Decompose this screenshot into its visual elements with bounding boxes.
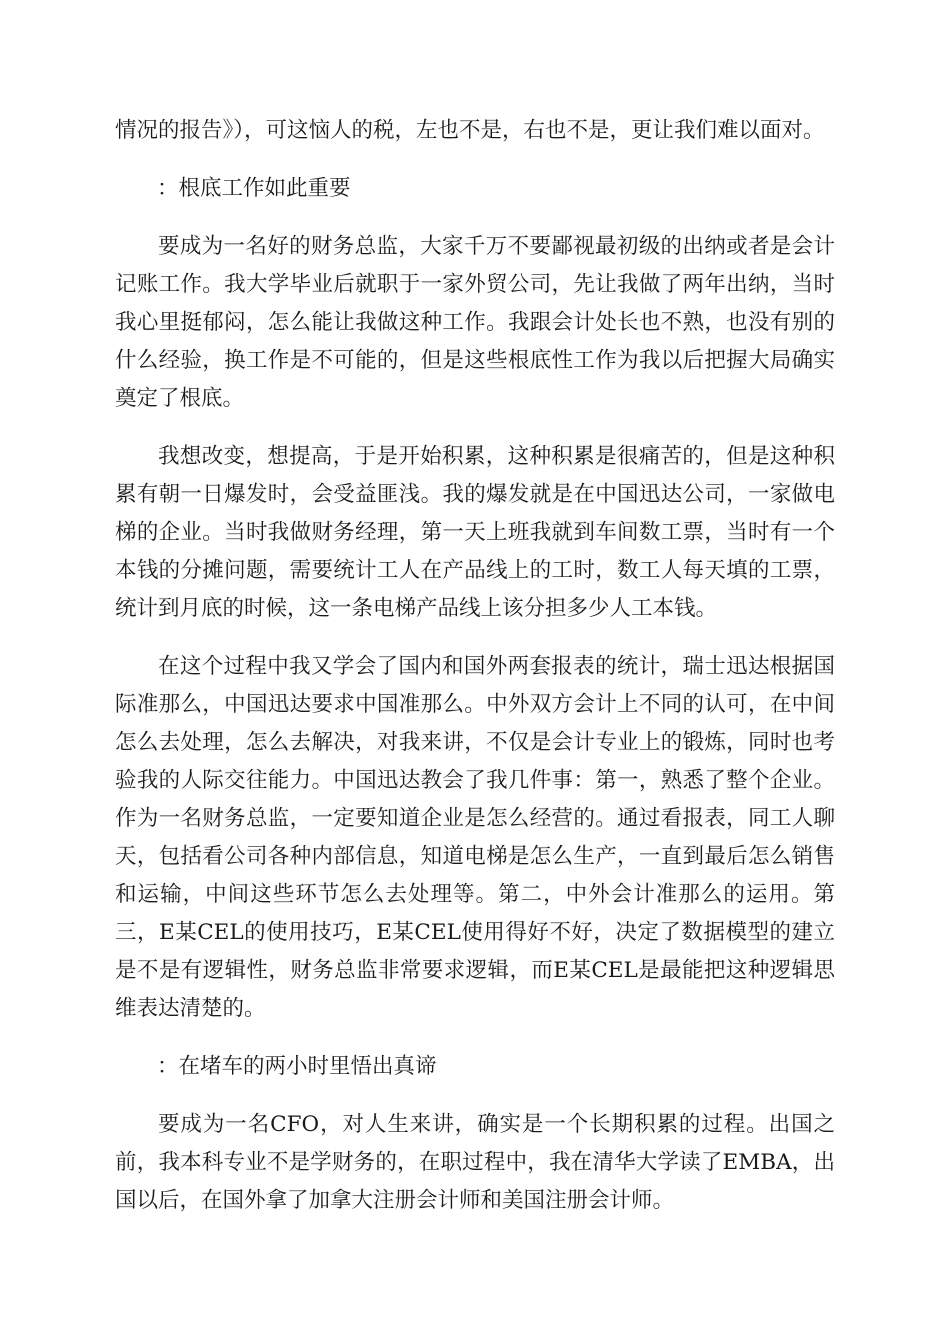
paragraph-tax-report-continuation: 情况的报告》），可这恼人的税，左也不是，右也不是，更让我们难以面对。 (115, 118, 825, 143)
section-heading-foundation-work: ：根底工作如此重要 (157, 176, 351, 201)
paragraph-cashier-experience: 要成为一名好的财务总监，大家千万不要鄙视最初级的出纳或者是会计记账工作。我大学毕业后就职于一家外贸公司，先让我做了两年出纳，当时我心里挺郁闷，怎么能让我做这种工作。我跟会计处长也不熟，也没有别的什么经验，换工作是不可能的，但是这些根底性工作为我以后把握大局确实奠定了根底。 (115, 234, 835, 411)
paragraph-cfo-accumulation: 要成为一名CFO，对人生来讲，确实是一个长期积累的过程。出国之前，我本科专业不是学财务的，在职过程中，我在清华大学读了EMBA，出国以后，在国外拿了加拿大注册会计师和美国注册会计师。 (115, 1112, 835, 1213)
paragraph-lessons-learned: 在这个过程中我又学会了国内和国外两套报表的统计，瑞士迅达根据国际准那么，中国迅达要求中国准那么。中外双方会计上不同的认可，在中间怎么去处理，怎么去解决，对我来讲，不仅是会计专业上的锻炼，同时也考验我的人际交往能力。中国迅达教会了我几件事：第一，熟悉了整个企业。作为一名财务总监，一定要知道企业是怎么经营的。通过看报表，同工人聊天，包括看公司各种内部信息，知道电梯是怎么生产，一直到最后怎么销售和运输，中间这些环节怎么去处理等。第二，中外会计准那么的运用。第三，E某CEL的使用技巧，E某CEL使用得好不好，决定了数据模型的建立是不是有逻辑性，财务总监非常要求逻辑，而E某CEL是最能把这种逻辑思维表达清楚的。 (115, 654, 835, 1021)
document-page (115, 112, 835, 1240)
paragraph-accumulation-schindler: 我想改变，想提高，于是开始积累，这种积累是很痛苦的，但是这种积累有朝一日爆发时，会受益匪浅。我的爆发就是在中国迅达公司，一家做电梯的企业。当时我做财务经理，第一天上班我就到车间数工票，当时有一个本钱的分摊问题，需要统计工人在产品线上的工时，数工人每天填的工票，统计到月底的时候，这一条电梯产品线上该分担多少人工本钱。 (115, 444, 835, 621)
section-heading-traffic-jam: ：在堵车的两小时里悟出真谛 (157, 1054, 437, 1079)
